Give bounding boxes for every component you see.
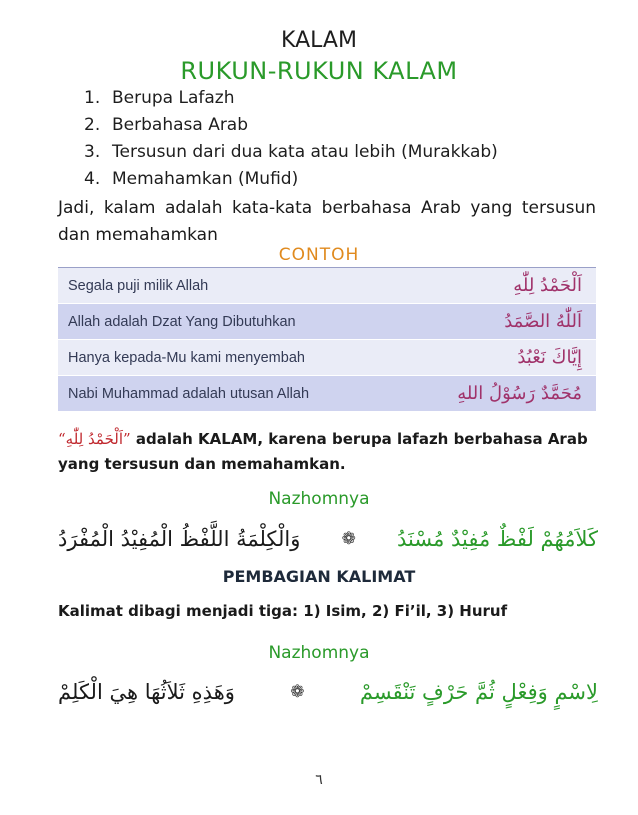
flower-separator-icon: ❁ [290,682,305,702]
pillar-number: 1. [84,88,101,108]
verse-heading: Nazhomnya [268,489,370,509]
pillar-text: Berupa Lafazh [112,88,235,108]
example-arabic: إِيَّاكَ نَعْبُدُ [517,347,582,368]
summary-quote-close: ” [122,430,131,448]
example-translation: Segala puji milik Allah [68,277,209,294]
example-translation: Allah adalah Dzat Yang Dibutuhkan [68,313,296,330]
section-heading-division: PEMBAGIAN KALIMAT [222,567,416,586]
example-arabic: اَلْحَمْدُ لِلّٰهِ [513,275,582,296]
section-heading-pillars: RUKUN-RUKUN KALAM [180,57,458,85]
pillar-number: 2. [84,115,101,135]
summary-quote-open: “ [58,430,66,448]
verse-line [58,527,598,551]
verse-second-hemistich: وَالْكِلْمَةُ اللَّفْظُ الْمُفِيْدُ الْمُفْرَدُ [58,527,301,551]
summary-text: adalah KALAM, karena berupa lafazh berbahasa Arab yang tersusun dan memahamkan. [58,430,588,473]
pillar-item [84,88,235,108]
example-translation: Hanya kepada-Mu kami menyembah [68,349,305,366]
examples-table [58,267,596,412]
example-row [58,376,596,412]
pillar-text: Memahamkan (Mufid) [112,169,299,189]
verse-second-hemistich: وَهَذِهِ ثَلاَثُهَا هِيَ الْكَلِمْ [58,680,235,704]
verse-heading: Nazhomnya [268,643,370,663]
pillar-item [84,169,298,189]
pillar-item [84,115,248,135]
verse-line [58,680,598,704]
pillar-number: 3. [84,142,101,162]
pillar-text: Tersusun dari dua kata atau lebih (Murakkab) [112,142,498,162]
example-row [58,340,596,376]
example-arabic: مُحَمَّدٌ رَسُوْلُ اللهِ [457,383,582,404]
example-row [58,304,596,340]
verse-first-hemistich: كَلاَمُهُمْ لَفْظٌ مُفِيْدٌ مُسْنَدُ [397,527,598,551]
examples-heading: CONTOH [278,245,360,265]
page-title: KALAM [281,28,357,53]
example-row [58,268,596,304]
verse-first-hemistich: لِاسْمٍ وَفِعْلٍ ثُمَّ حَرْفٍ تَنْقَسِمْ [359,680,598,704]
conclusion-paragraph: Jadi, kalam adalah kata-kata berbahasa Arab yang tersusun dan memahamkan [58,198,596,245]
summary-arabic: اَلْحَمْدُ لِلّٰهِ [65,430,123,448]
example-translation: Nabi Muhammad adalah utusan Allah [68,385,310,402]
summary-paragraph [58,427,598,477]
flower-separator-icon: ❁ [341,529,356,549]
example-arabic: اَللّٰهُ الصَّمَدُ [504,311,582,332]
page-number: ٦ [315,772,323,788]
pillar-item [84,142,498,162]
pillar-text: Berbahasa Arab [112,115,249,135]
pillar-number: 4. [84,169,101,189]
division-paragraph: Kalimat dibagi menjadi tiga: 1) Isim, 2) Fi’il, 3) Huruf [58,602,508,620]
